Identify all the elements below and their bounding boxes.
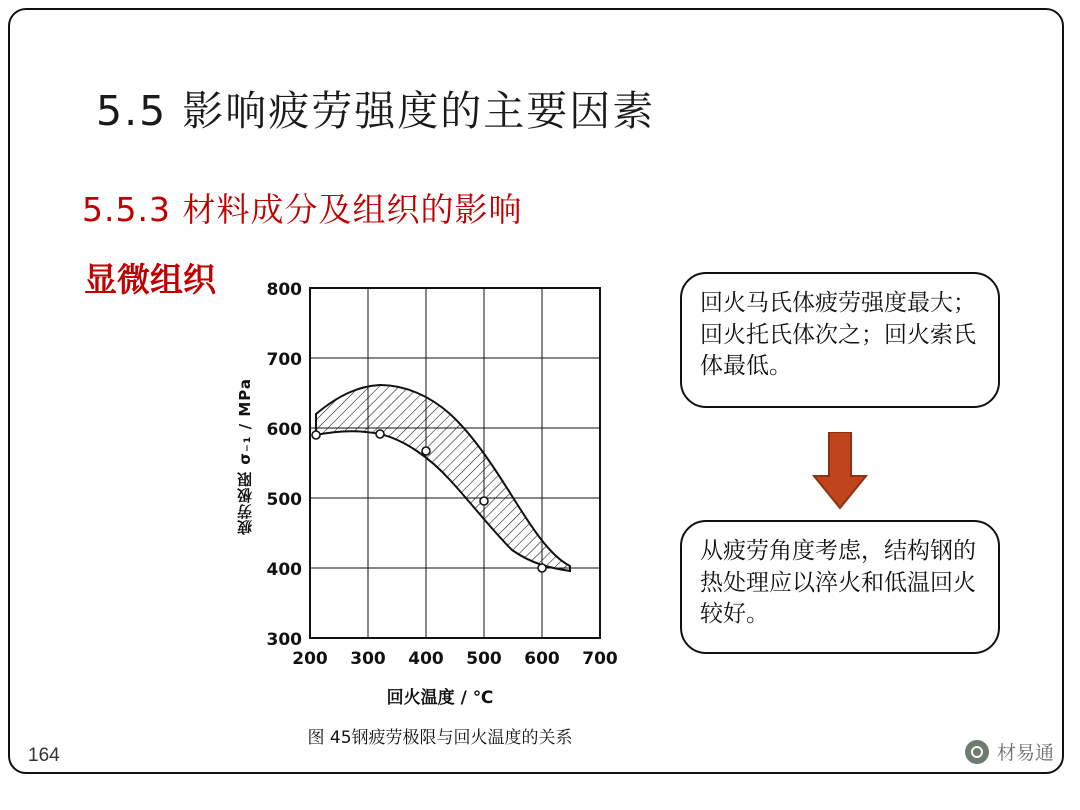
- figure-container: [236, 268, 640, 748]
- callout-box-top: 回火马氏体疲劳强度最大；回火托氏体次之；回火索氏体最低。: [680, 272, 1000, 408]
- svg-text:500: 500: [466, 649, 502, 669]
- svg-text:800: 800: [266, 280, 302, 300]
- watermark: [965, 738, 1054, 765]
- svg-text:600: 600: [266, 420, 302, 440]
- svg-text:700: 700: [582, 649, 618, 669]
- svg-text:400: 400: [408, 649, 444, 669]
- svg-text:300: 300: [350, 649, 386, 669]
- watermark-logo-icon: [965, 740, 989, 764]
- section-subtitle: 5.5.3 材料成分及组织的影响: [82, 190, 523, 229]
- svg-text:600: 600: [524, 649, 560, 669]
- svg-text:700: 700: [266, 350, 302, 370]
- svg-text:500: 500: [266, 490, 302, 510]
- topic-label: 显微组织: [84, 260, 216, 299]
- page-title: 5.5 影响疲劳强度的主要因素: [96, 87, 656, 135]
- down-arrow-icon: [812, 432, 868, 510]
- svg-text:300: 300: [266, 630, 302, 650]
- chart-y-axis-label: 疲劳极限 σ₋₁ / MPa: [236, 378, 254, 535]
- svg-text:400: 400: [266, 560, 302, 580]
- svg-text:200: 200: [292, 649, 328, 669]
- page-number: 164: [28, 745, 60, 766]
- watermark-label: 材易通: [996, 742, 1054, 764]
- callout-box-bottom: 从疲劳角度考虑，结构钢的热处理应以淬火和低温回火较好。: [680, 520, 1000, 654]
- fatigue-limit-chart: [240, 268, 640, 678]
- figure-caption: 图 45钢疲劳极限与回火温度的关系: [307, 728, 573, 748]
- chart-x-axis-label: 回火温度 / ℃: [386, 688, 494, 708]
